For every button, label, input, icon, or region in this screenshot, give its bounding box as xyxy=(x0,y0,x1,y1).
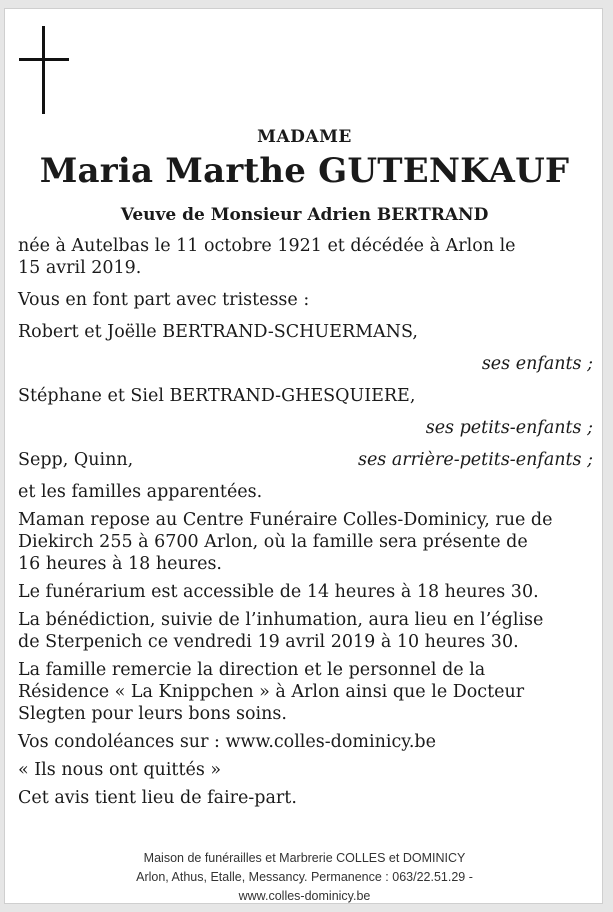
grandchildren-names: Stéphane et Siel BERTRAND-GHESQUIERE, xyxy=(18,386,416,406)
blessing-line-2: de Sterpenich ce vendredi 19 avril 2019 à 10 heures 30. xyxy=(18,632,519,652)
footer-line-1: Maison de funérailles et Marbrerie COLLES et DOMINICY xyxy=(143,851,466,865)
obituary-body xyxy=(18,235,593,809)
rest-line-2: Diekirch 255 à 6700 Arlon, où la famille sera présente de xyxy=(18,532,528,552)
footer-line-2: Arlon, Athus, Etalle, Messancy. Permanence : 063/22.51.29 - xyxy=(136,870,473,884)
thanks-line-1: La famille remercie la direction et le personnel de la xyxy=(18,660,486,680)
access-line: Le funérarium est accessible de 14 heures à 18 heures 30. xyxy=(18,582,539,602)
blessing-line-1: La bénédiction, suivie de l’inhumation, aura lieu en l’église xyxy=(18,610,544,630)
born-line-2: 15 avril 2019. xyxy=(18,258,142,278)
cross-icon xyxy=(19,26,69,116)
great-grandchildren-role: ses arrière-petits-enfants ; xyxy=(357,450,593,470)
notice-line: Cet avis tient lieu de faire-part. xyxy=(18,788,297,808)
title-madame: MADAME xyxy=(257,127,352,147)
rest-line-1: Maman repose au Centre Funéraire Colles-Dominicy, rue de xyxy=(18,510,553,530)
deceased-name: Maria Marthe GUTENKAUF xyxy=(39,151,570,191)
widow-line: Veuve de Monsieur Adrien BERTRAND xyxy=(120,205,489,225)
footer-line-3: www.colles-dominicy.be xyxy=(238,889,371,903)
obituary-card xyxy=(4,8,603,904)
thanks-line-2: Résidence « La Knippchen » à Arlon ainsi que le Docteur xyxy=(18,682,525,702)
great-grandchildren-row xyxy=(18,449,593,471)
great-grandchildren-names: Sepp, Quinn, xyxy=(18,450,134,470)
rest-line-3: 16 heures à 18 heures. xyxy=(18,554,222,574)
families-line: et les familles apparentées. xyxy=(18,482,263,502)
children-role: ses enfants ; xyxy=(481,354,593,374)
condolences-line: Vos condoléances sur : www.colles-dominicy.be xyxy=(18,732,436,752)
footer xyxy=(5,849,604,906)
quitted-line: « Ils nous ont quittés » xyxy=(18,760,222,780)
announce-line: Vous en font part avec tristesse : xyxy=(18,290,310,310)
thanks-line-3: Slegten pour leurs bons soins. xyxy=(18,704,287,724)
children-names: Robert et Joëlle BERTRAND-SCHUERMANS, xyxy=(18,322,418,342)
born-line-1: née à Autelbas le 11 octobre 1921 et décédée à Arlon le xyxy=(18,236,516,256)
grandchildren-role: ses petits-enfants ; xyxy=(425,418,593,438)
